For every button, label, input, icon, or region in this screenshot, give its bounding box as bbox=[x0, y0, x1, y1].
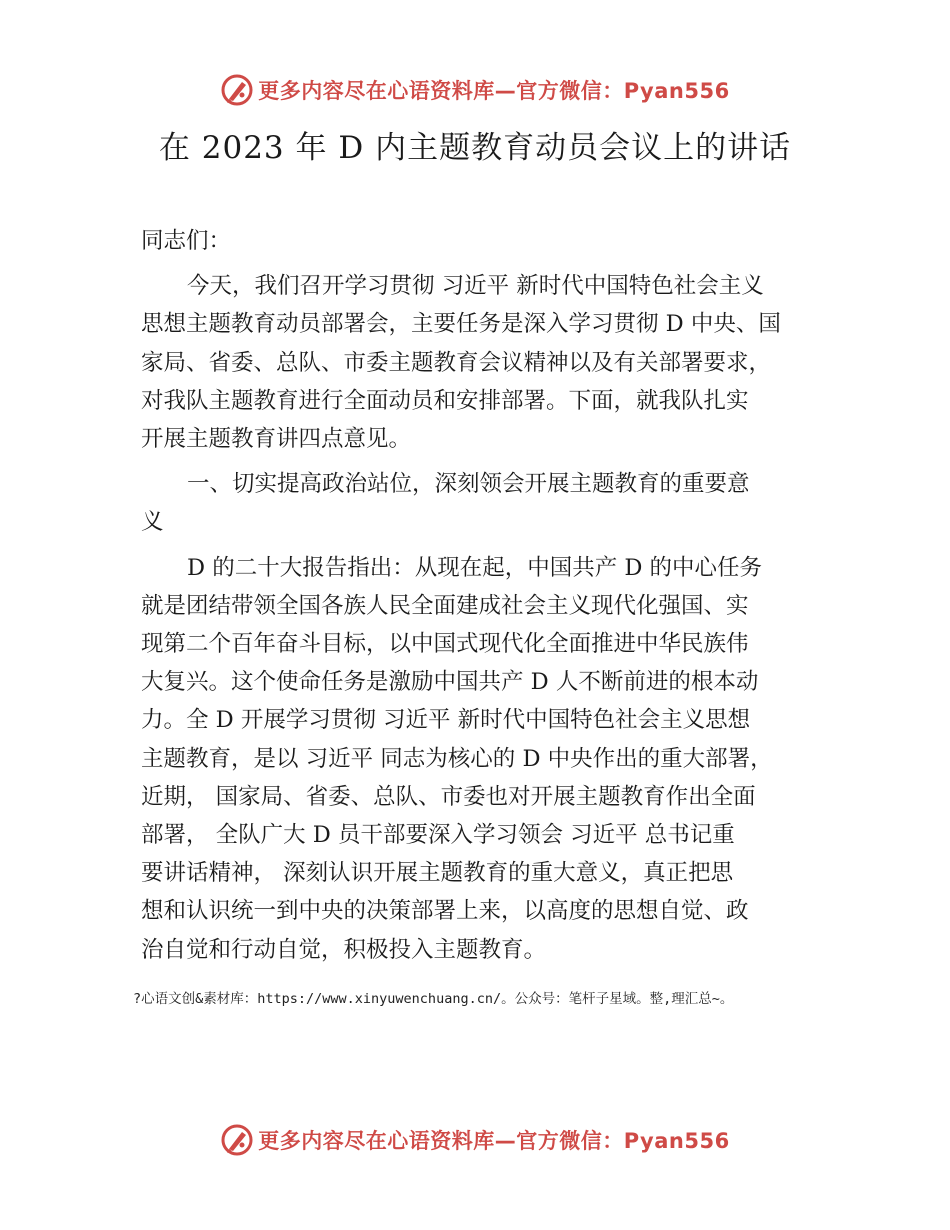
salutation: 同志们： bbox=[141, 228, 232, 254]
text-line: 义 bbox=[141, 509, 164, 536]
text-line: 主题教育，是以 习近平 同志为核心的 D 中央作出的重大部署， bbox=[141, 745, 773, 772]
text-line: 大复兴。这个使命任务是激励中国共产 D 人不断前进的根本动 bbox=[141, 669, 759, 696]
banner-text: 更多内容尽在心语资料库—官方微信：Pyan556 bbox=[258, 79, 730, 103]
text-line: 家局、省委、总队、市委主题教育会议精神以及有关部署要求， bbox=[141, 349, 772, 376]
paragraph-intro bbox=[141, 267, 821, 458]
document-title: 在 2023 年 D 内主题教育动员会议上的讲话 bbox=[158, 130, 792, 166]
text-line: 开展主题教育讲四点意见。 bbox=[141, 426, 412, 453]
text-line: 今天，我们召开学习贯彻 习近平 新时代中国特色社会主义 bbox=[187, 273, 764, 300]
text-line: 要讲话精神， 深刻认识开展主题教育的重大意义，真正把思 bbox=[141, 860, 734, 887]
text-line: 一、切实提高政治站位，深刻领会开展主题教育的重要意 bbox=[187, 471, 750, 498]
bottom-banner bbox=[0, 1118, 950, 1162]
text-line: 力。全 D 开展学习贯彻 习近平 新时代中国特色社会主义思想 bbox=[141, 707, 751, 734]
text-line: 现第二个百年奋斗目标，以中国式现代化全面推进中华民族伟 bbox=[141, 631, 749, 658]
paragraph-section-1 bbox=[141, 549, 821, 969]
pen-circle-logo-icon bbox=[220, 73, 254, 107]
footnote: ?心语文创&素材库：https://www.xinyuwenchuang.cn/。公众号：笔杆子星域。整,理汇总~。 bbox=[133, 991, 734, 1007]
text-line: D 的二十大报告指出：从现在起，中国共产 D 的中心任务 bbox=[187, 554, 763, 581]
text-line: 治自觉和行动自觉，积极投入主题教育。 bbox=[141, 936, 547, 963]
text-line: 近期， 国家局、省委、总队、市委也对开展主题教育作出全面 bbox=[141, 783, 756, 810]
text-line: 思想主题教育动员部署会，主要任务是深入学习贯彻 D 中央、国 bbox=[141, 311, 781, 338]
text-line: 部署， 全队广大 D 员干部要深入学习领会 习近平 总书记重 bbox=[141, 822, 735, 849]
document-body bbox=[141, 222, 821, 969]
section-heading-1 bbox=[141, 465, 821, 541]
text-line: 想和认识统一到中央的决策部署上来，以高度的思想自觉、政 bbox=[141, 898, 749, 925]
banner-text: 更多内容尽在心语资料库—官方微信：Pyan556 bbox=[258, 1129, 730, 1153]
pen-circle-logo-icon bbox=[220, 1123, 254, 1157]
text-line: 对我队主题教育进行全面动员和安排部署。下面，就我队扎实 bbox=[141, 387, 749, 414]
top-banner bbox=[0, 68, 950, 112]
text-line: 就是团结带领全国各族人民全面建成社会主义现代化强国、实 bbox=[141, 592, 749, 619]
